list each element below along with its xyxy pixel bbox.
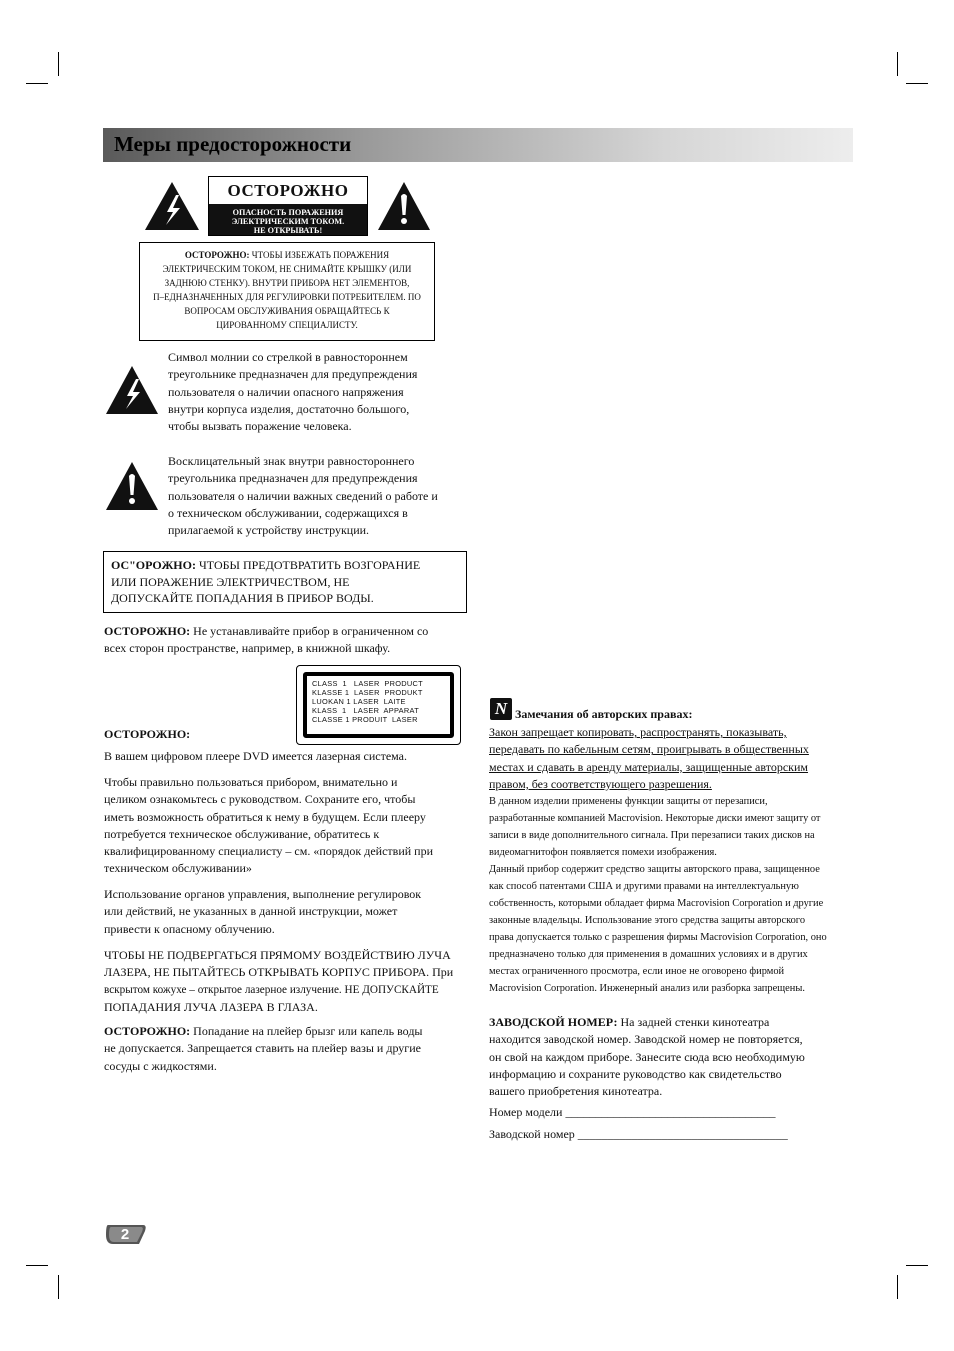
exclamation-symbol-text: Восклицательный знак внутри равностороннего треугольника предназначен для предупреждения пользователя о наличии важных сведений о работе и о техническом обслуживании, содержащихся в прилагаемой к устройству инструкции. [168,454,438,538]
lightning-symbol-icon [104,364,160,416]
caution-laser-para1: Чтобы правильно пользоваться прибором, внимательно и целиком ознакомьтесь с руководством. Сохраните его, чтобы иметь возможность обратиться к нему в будущем. Если плееру потребуется техническое обслуживание, обратитесь к квалифицированному специалисту – см. «порядок действий при техническом обслуживании» [104,775,434,876]
shock-warning-bold: ОСТОРОЖНО: [184,250,250,260]
page-title: Меры предосторожности [114,132,352,156]
caution-laser-para2: Использование органов управления, выполнение регулировок или действий, не указанных в данной инструкции, может привести к опасному облучению. [104,887,422,936]
copyright-law-text: Закон запрещает копировать, распространять, показывать, передавать по кабельным сетям, проигрывать в общественных местах и сдавать в аренду материалы, защищенные авторским правом, без соответствующего разрешения. [489,725,809,791]
serial-number-field[interactable]: Заводской номер ___________________________________ [489,1127,788,1141]
crop-mark [897,1275,898,1299]
crop-mark [897,52,898,76]
caution-laser-para3: ЧТОБЫ НЕ ПОДВЕРГАТЬСЯ ПРЯМОМУ ВОЗДЕЙСТВИЮ ЛУЧА ЛАЗЕРА, НЕ ПЫТАЙТЕСЬ ОТКРЫВАТЬ КОРПУС ПРИБОРА. При вскрытом кожухе – открытое лазерное излучение. НЕ ДОПУСКАЙТЕ ПОПАДАНИЯ ЛУЧА ЛАЗЕРА В ГЛАЗА. [104,948,454,1014]
exclamation-warning-icon [376,180,432,232]
page-title-bar [103,128,853,162]
fire-warning-box: ОС"ОРОЖНО: ЧТОБЫ ПРЕДОТВРАТИТЬ ВОЗГОРАНИЕ ИЛИ ПОРАЖЕНИЕ ЭЛЕКТРИЧЕСТВОМ, НЕ ДОПУСКАЙТЕ ПОПАДАНИЯ В ПРИБОР ВОДЫ. [103,551,467,613]
note-icon: N [490,698,512,720]
shock-warning-box: ОСТОРОЖНО: ЧТОБЫ ИЗБЕЖАТЬ ПОРАЖЕНИЯ ЭЛЕКТРИЧЕСКИМ ТОКОМ, НЕ СНИМАЙТЕ КРЫШКУ (ИЛИ ЗАДНЮЮ СТЕНКУ). ВНУТРИ ПРИБОРА НЕТ ЭЛЕМЕНТОВ, П–ЕДНАЗНАЧЕННЫХ ДЛЯ РЕГУЛИРОВКИ ПОТРЕБИТЕЛЕМ. ПО ВОПРОСАМ ОБСЛУЖИВАНИЯ ОБРАЩАЙТЕСЬ К ЦИРОВАННОМУ СПЕЦИАЛИСТУ. [139,242,435,341]
model-number-field[interactable]: Номер модели ___________________________________ [489,1105,776,1119]
laser-product-label [296,665,461,745]
crop-mark [906,1265,928,1266]
caution-space-text: ОСТОРОЖНО: Не устанавливайте прибор в ограниченном со всех сторон пространстве, например, в книжной шкафу. [104,624,429,656]
crop-mark [58,1275,59,1299]
caution-water-text: ОСТОРОЖНО: Попадание на плейер брызг или капель воды не допускается. Запрещается ставить на плейер вазы и другие сосуды с жидкостями. [104,1024,423,1073]
crop-mark [906,83,928,84]
exclamation-symbol-icon [104,460,160,512]
macrovision-text: В данном изделии применены функции защиты от перезаписи, разработанные компанией Macrovision. Некоторые диски имеют защиту от записи в виде дополнительного сигнала. При перезаписи таких дисков на видеомагнитофон появляется помехи изображения. Данный прибор содержит средство защиты авторского права, защищенное как способ патентами США и другими правами на интеллектуальную собственность, которыми обладает фирма Macrovision Corporation и другие законные владельцы. Использование этого средства защиты авторского права допускается только с разрешения фирмы Macrovision Corporation, оно предназначено только для применения в домашних условиях и в других местах ограниченного просмотра, если иное не оговорено фирмой Macrovision Corporation. Инженерный анализ или разборка запрещены. [489,796,827,994]
page-number: 2 [120,1226,130,1243]
copyright-heading: Замечания об авторских правах: [515,707,693,721]
lightning-symbol-text: Символ молнии со стрелкой в равностороннем треугольнике предназначен для предупреждения пользователя о наличии опасного напряжения внутри корпуса изделия, достаточно большого, чтобы вызвать поражение человека. [168,350,418,434]
caution-laser-intro: В вашем цифровом плеере DVD имеется лазерная система. [104,749,407,763]
crop-mark [26,1265,48,1266]
crop-mark [58,52,59,76]
caution-label-subtext: ОПАСНОСТЬ ПОРАЖЕНИЯ ЭЛЕКТРИЧЕСКИМ ТОКОМ. НЕ ОТКРЫВАТЬ! [209,204,367,235]
serial-number-text: ЗАВОДСКОЙ НОМЕР: На задней стенки кинотеатра находится заводской номер. Заводской номер не повторяется, он свой на каждом приборе. Занесите сюда всю необходимую информацию и сохраните руководство как свидетельство вашего приобретения кинотеатра. [489,1015,805,1099]
laser-label-text: CLASS 1 LASER PRODUCT KLASSE 1 LASER PRODUKT LUOKAN 1 LASER LAITE KLASS 1 LASER APPARAT CLASSE 1 PRODUIT LASER [312,679,423,724]
caution-label-heading: ОСТОРОЖНО [227,181,349,200]
crop-mark [26,83,48,84]
caution-label [208,176,368,236]
lightning-warning-icon [143,180,201,232]
caution-laser-heading: ОСТОРОЖНО: [104,727,191,741]
